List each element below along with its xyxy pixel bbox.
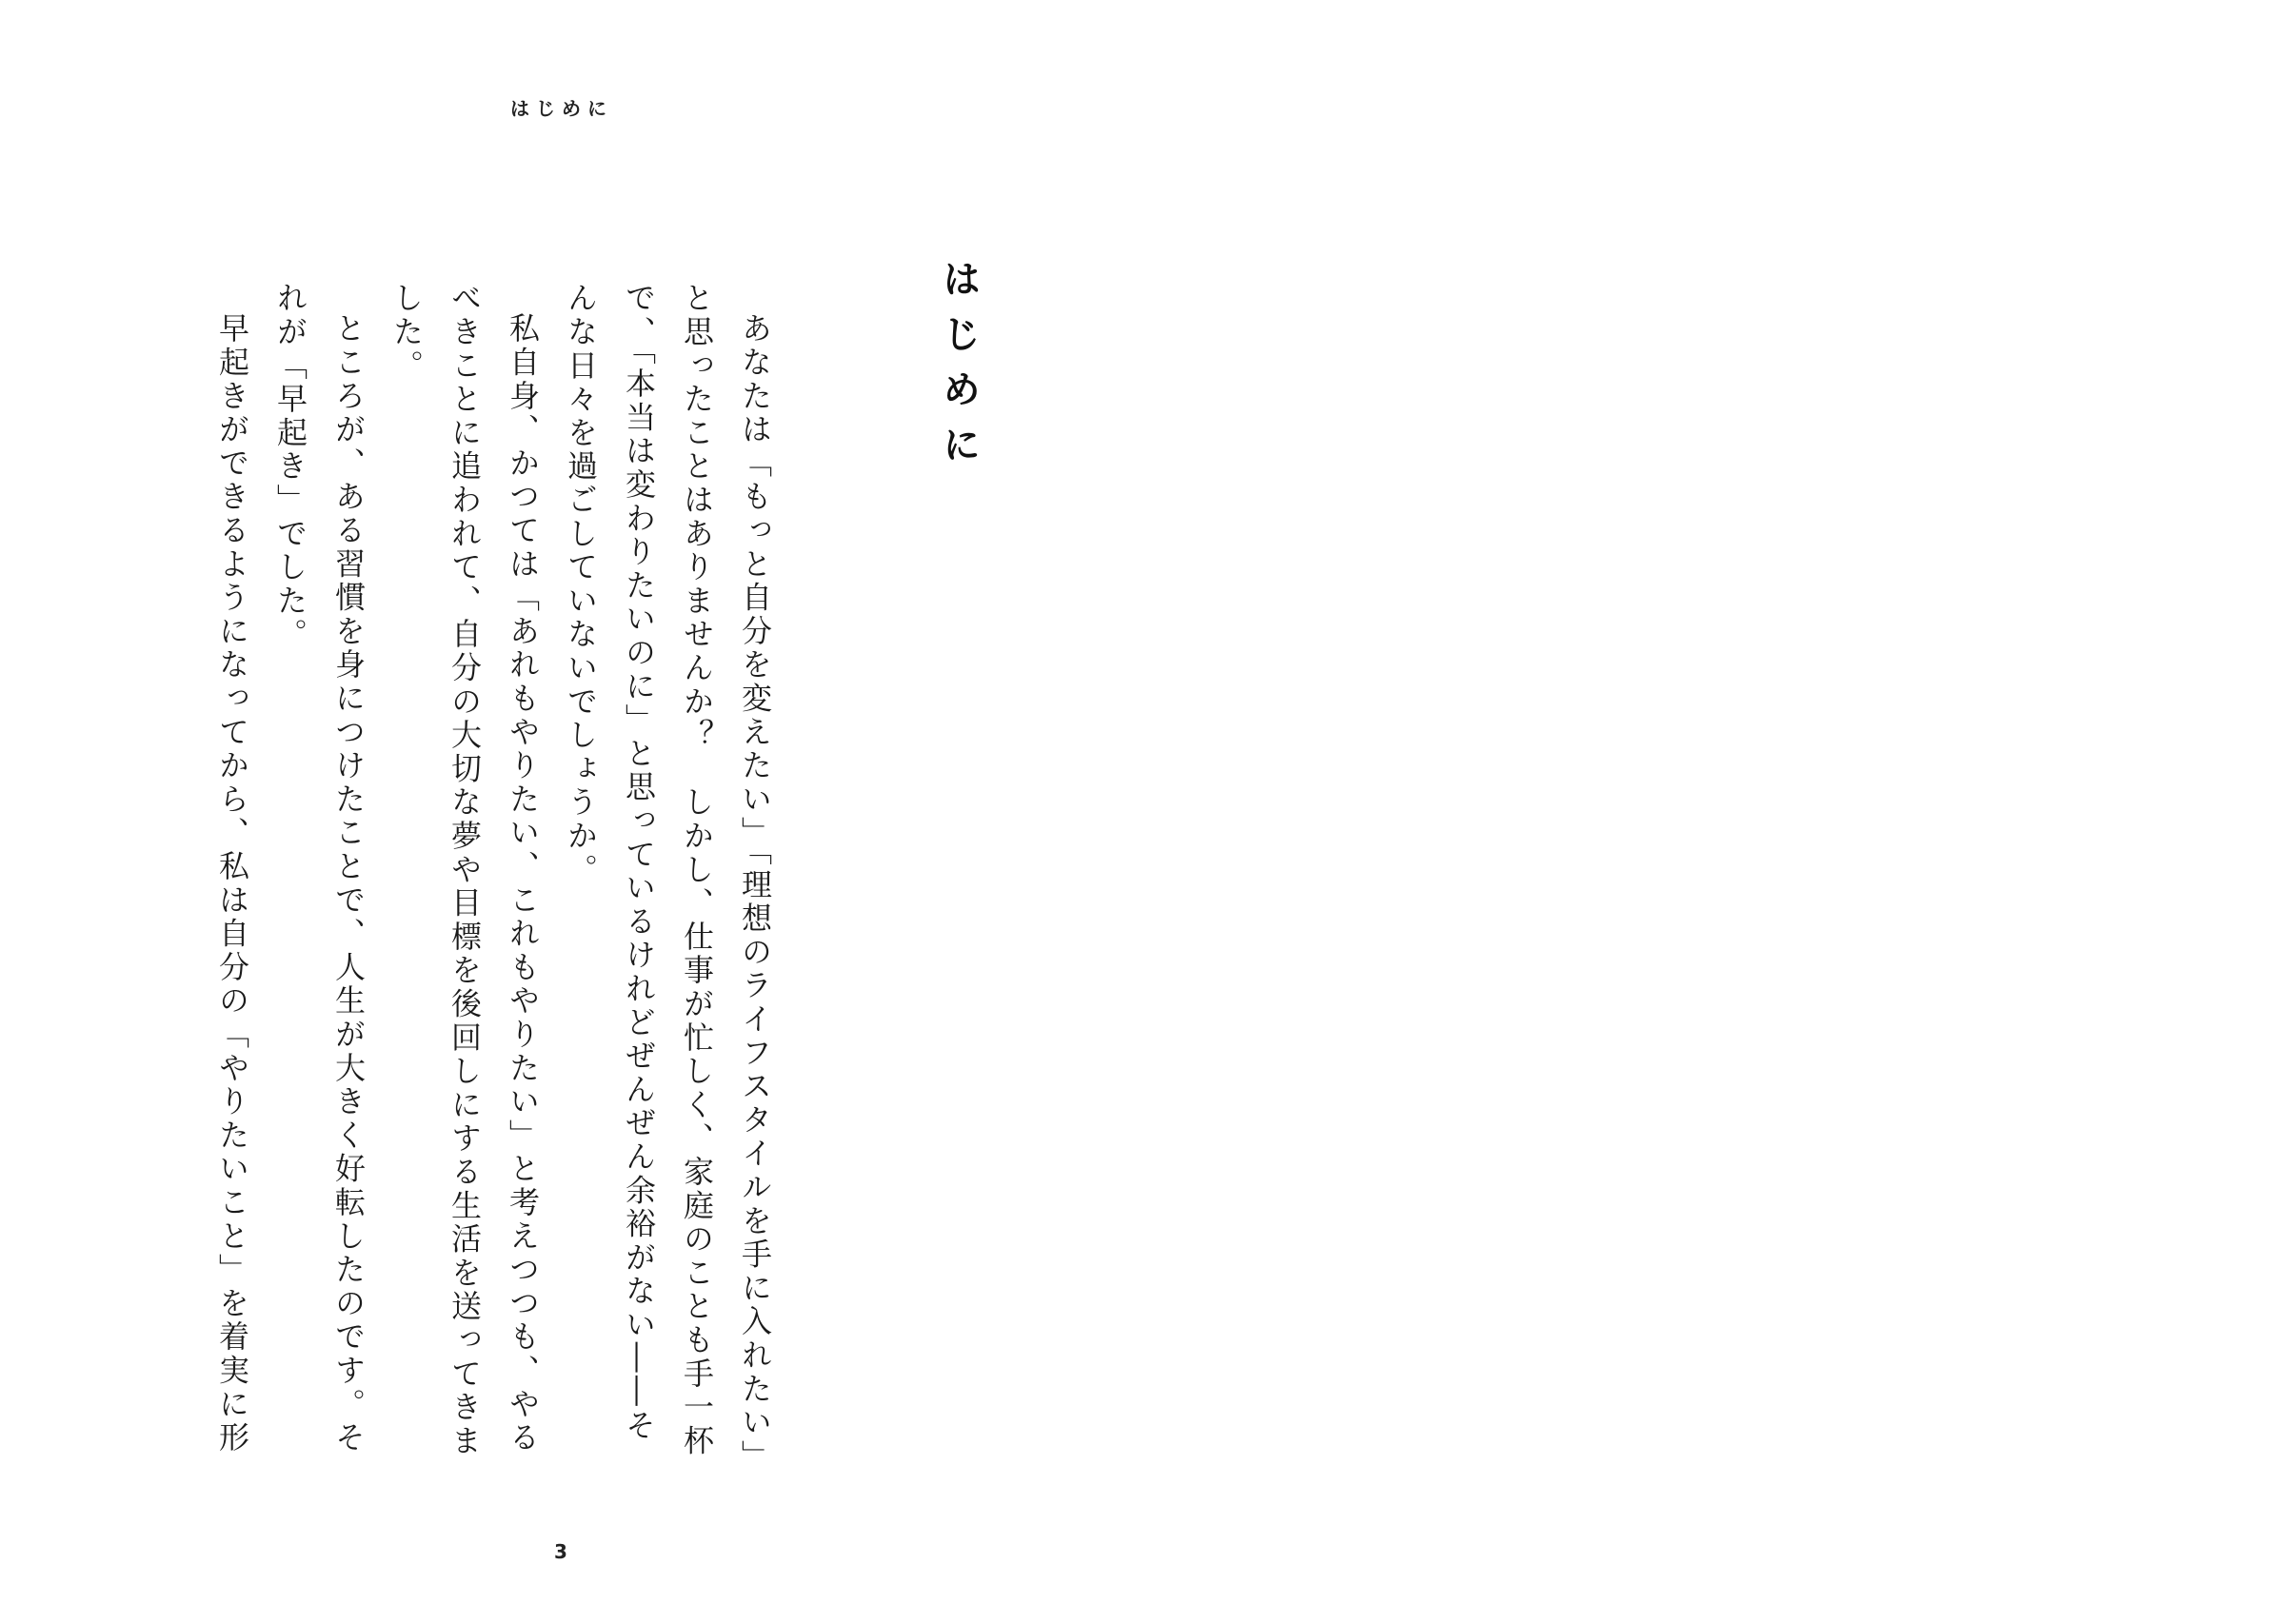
page-number: 3 — [554, 1540, 567, 1563]
running-head: はじめに — [510, 97, 613, 120]
paragraph: 私自身、かつては「あれもやりたい、これもやりたい」と考えつつも、やるべきことに追われて、自分の大切な夢や目標を後回しにする生活を送ってきました。 — [388, 282, 541, 1458]
chapter-title: はじめに — [936, 259, 981, 480]
paragraph: あなたは「もっと自分を変えたい」「理想のライフスタイルを手に入れたい」と思ったことはありませんか？ しかし、仕事が忙しく、家庭のことも手一杯で、「本当は変わりたいのに」と思っているけれどぜんぜん余裕がない――そんな日々を過ごしていないでしょうか。 — [563, 282, 773, 1458]
paragraph: 早起きができるようになってから、私は自分の「やりたいこと」を着実に形 — [214, 312, 250, 1456]
paragraph: ところが、ある習慣を身につけたことで、人生が大きく好転したのです。それが「早起き」でした。 — [272, 282, 367, 1456]
body-text — [203, 282, 784, 1462]
